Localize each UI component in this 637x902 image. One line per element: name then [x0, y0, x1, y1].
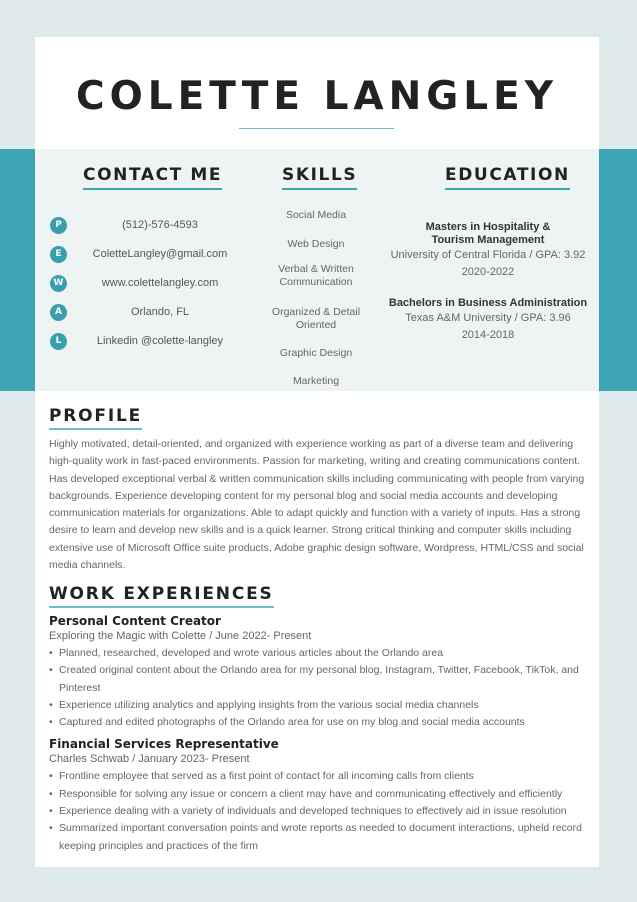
skill-item: Marketing: [292, 375, 340, 387]
address-text: Orlando, FL: [130, 306, 190, 318]
job-subtitle: Exploring the Magic with Colette / June 2022- Present: [49, 630, 312, 642]
job-title: Personal Content Creator: [49, 614, 221, 628]
job-bullet: • Created original content about the Orlando area for my personal blog, Instagram, Twitter, Facebook, TikTok, and Pinterest: [49, 662, 589, 697]
resume-page: [35, 37, 599, 867]
linkedin-icon: L: [50, 333, 67, 350]
job-entry: [49, 737, 589, 854]
job-bullets: [49, 645, 589, 731]
phone-text: (512)-576-4593: [122, 219, 198, 231]
job-bullet: • Summarized important conversation points and wrote reports as needed to document interactions, upheld record keeping principles and practices of the firm: [49, 820, 589, 855]
job-bullet: • Planned, researched, developed and wrote various articles about the Orlando area: [49, 645, 589, 662]
school-name: Texas A&M University / GPA: 3.96: [405, 312, 571, 324]
skills-section: [255, 149, 377, 391]
contact-phone: [35, 217, 255, 235]
address-icon: A: [50, 304, 67, 321]
website-icon: W: [50, 275, 67, 292]
contact-linkedin: [35, 333, 255, 351]
skill-item: Graphic Design: [279, 347, 353, 359]
education-section: [377, 149, 599, 391]
job-title: Financial Services Representative: [49, 737, 279, 752]
education-years: 2020-2022: [461, 266, 515, 278]
work-section: [49, 584, 589, 855]
job-bullet: • Frontline employee that served as a first point of contact for all incoming calls from clients: [49, 768, 589, 785]
job-bullet: • Captured and edited photographs of the Orlando area for use on my blog and social media accounts: [49, 714, 589, 731]
resume-header: [35, 37, 599, 149]
skills-title: SKILLS: [282, 165, 357, 190]
email-icon: E: [50, 246, 67, 263]
degree-line: Bachelors in Business Administration: [388, 297, 588, 309]
info-panel: [35, 149, 599, 391]
email-text[interactable]: ColetteLangley@gmail.com: [92, 248, 228, 260]
job-entry: [49, 614, 589, 731]
skill-item: Organized & Detail Oriented: [271, 306, 361, 331]
profile-title: PROFILE: [49, 406, 142, 430]
degree-line: Masters in Hospitality &: [425, 221, 551, 233]
work-title: WORK EXPERIENCES: [49, 584, 274, 608]
degree-line: Tourism Management: [431, 234, 545, 246]
contact-section: [35, 149, 255, 391]
job-bullet: • Responsible for solving any issue or concern a client may have and communicating effectively and efficiently: [49, 786, 589, 803]
school-name: University of Central Florida / GPA: 3.92: [390, 249, 586, 261]
phone-icon: P: [50, 217, 67, 234]
education-entry: [377, 297, 599, 343]
education-entry: [377, 221, 599, 280]
job-subtitle: Charles Schwab / January 2023- Present: [49, 753, 250, 766]
skill-item: Verbal & Written Communication: [278, 263, 354, 288]
candidate-name: COLETTE LANGLEY: [75, 74, 558, 119]
job-bullet: • Experience utilizing analytics and applying insights from the various social media channels: [49, 697, 589, 714]
contact-title: CONTACT ME: [83, 165, 222, 190]
profile-section: [49, 406, 589, 574]
profile-text: Highly motivated, detail-oriented, and organized with experience working as part of a diverse team and delivering high-quality work in fast-paced environments. Passion for marketing, writing and creating communications content. Has developed exceptional verbal & written communication skills including communicating with people from varying backgrounds. Experience developing content for my personal blog and social media accounts and developing communication materials for organizations. Able to adapt quickly and function with a variety of inputs. Has a strong desire to learn and develop new skills and is a quick learner. Strong critical thinking and computer skills including extensive use of Microsoft Office suite products, Adobe graphic design software, Wordpress, HTML/CSS and social media channels.: [49, 438, 585, 572]
job-bullets: [49, 768, 589, 854]
contact-email: [35, 246, 255, 264]
job-bullet: • Experience dealing with a variety of individuals and developed techniques to effectively aid in issue resolution: [49, 803, 589, 820]
website-text[interactable]: www.colettelangley.com: [101, 277, 219, 289]
skill-item: Web Design: [287, 238, 345, 250]
name-underline: [239, 128, 394, 129]
linkedin-text[interactable]: Linkedin @colette-langley: [96, 335, 224, 347]
education-years: 2014-2018: [461, 329, 515, 341]
skill-item: Social Media: [285, 209, 347, 221]
education-title: EDUCATION: [445, 165, 570, 190]
contact-website: [35, 275, 255, 293]
contact-address: [35, 304, 255, 322]
